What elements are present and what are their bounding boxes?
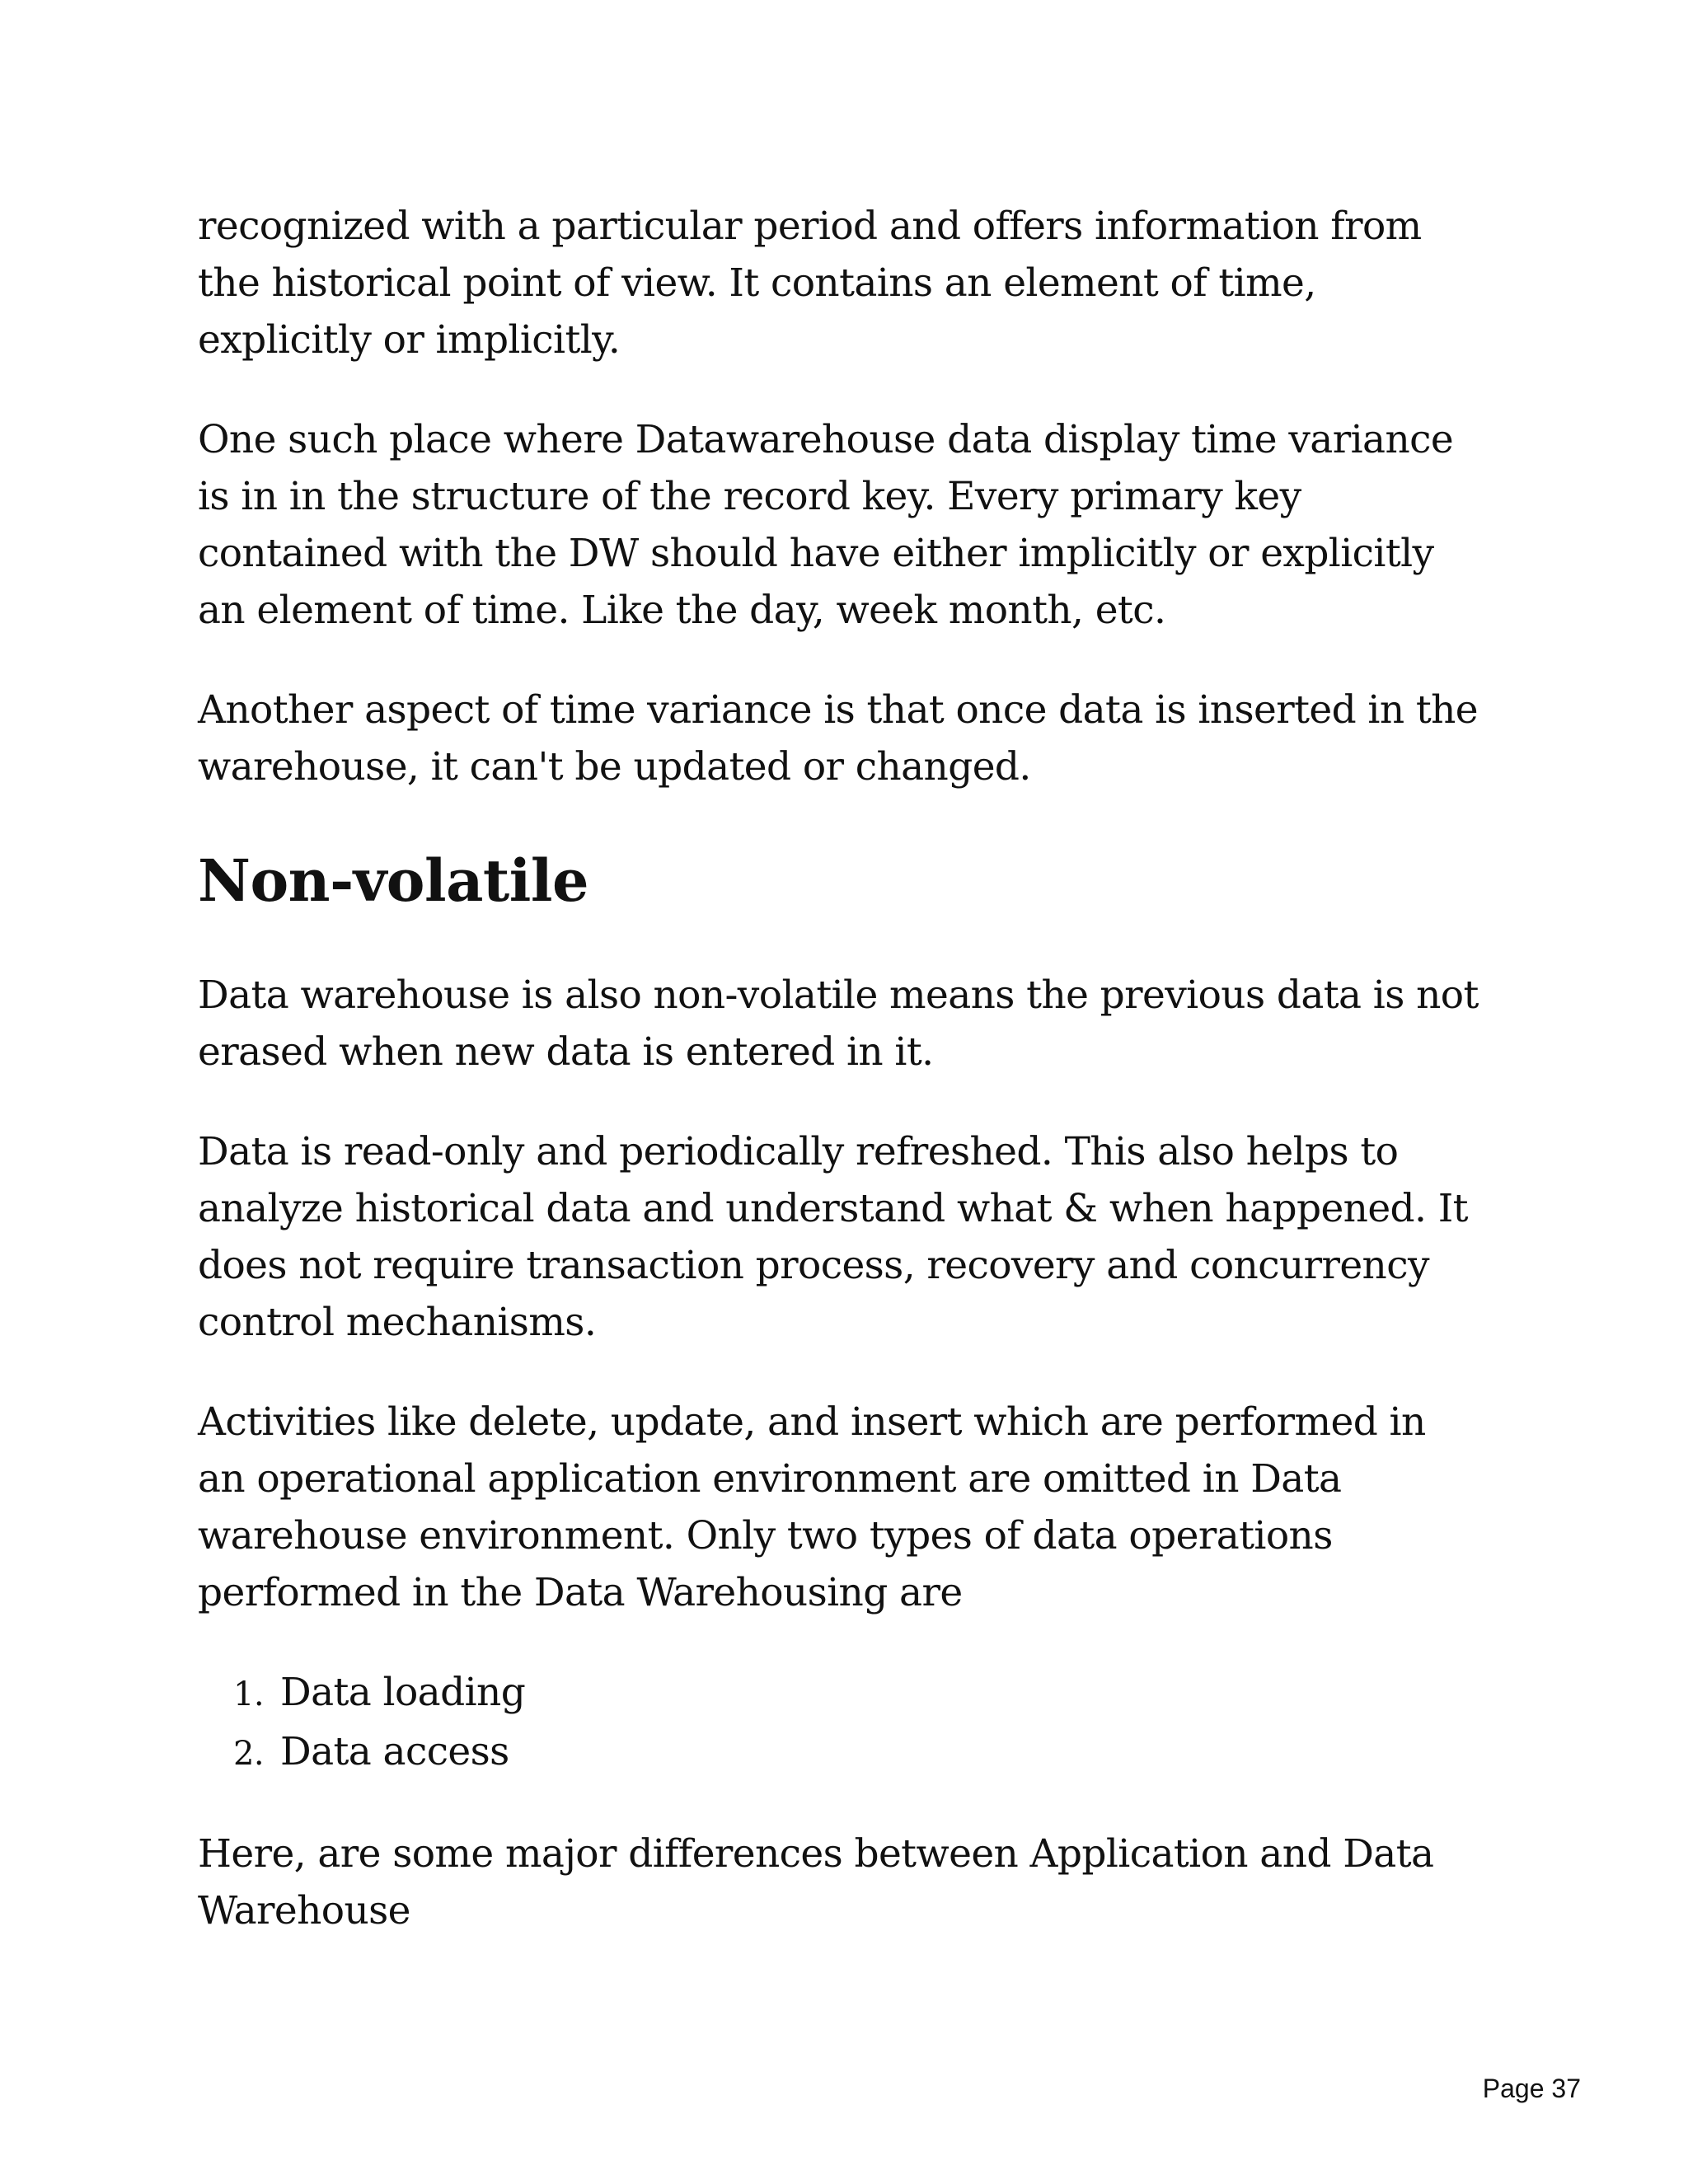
paragraph-record-key: One such place where Datawarehouse data display time variance is in in the structure of the record key. Every primary key contained with the DW should have either implicitly or explicitly an element of time. Like the day, week month, etc. — [198, 417, 1454, 633]
paragraph-read-only: Data is read-only and periodically refreshed. This also helps to analyze historical data and understand what & when happened. It does not require transaction process, recovery and concurrency control mechanisms. — [198, 1129, 1468, 1345]
paragraph-time-variant-continued: recognized with a particular period and offers information from the historical point of view. It contains an element of time, explicitly or implicitly. — [198, 204, 1422, 363]
paragraph-operations: Activities like delete, update, and insert which are performed in an operational application environment are omitted in Data warehouse environment. Only two types of data operations performed in the Data Warehousing are — [198, 1399, 1426, 1615]
data-operations-list — [198, 1664, 1484, 1783]
list-item-number: 1. — [233, 1675, 264, 1713]
list-item-number: 2. — [233, 1735, 264, 1773]
document-page — [198, 198, 1484, 1982]
paragraph-non-volatile-definition: Data warehouse is also non-volatile means the previous data is not erased when new data is entered in it. — [198, 972, 1479, 1075]
paragraph-differences-intro: Here, are some major differences between Application and Data Warehouse — [198, 1831, 1434, 1933]
list-item-text: Data loading — [280, 1670, 526, 1715]
paragraph-no-updates: Another aspect of time variance is that once data is inserted in the warehouse, it can't be updated or changed. — [198, 687, 1479, 790]
list-item-text: Data access — [280, 1729, 509, 1774]
page-number: Page 37 — [1482, 2074, 1581, 2103]
list-item — [198, 1723, 1484, 1783]
list-item — [198, 1664, 1484, 1723]
section-heading-non-volatile: Non-volatile — [198, 846, 588, 915]
